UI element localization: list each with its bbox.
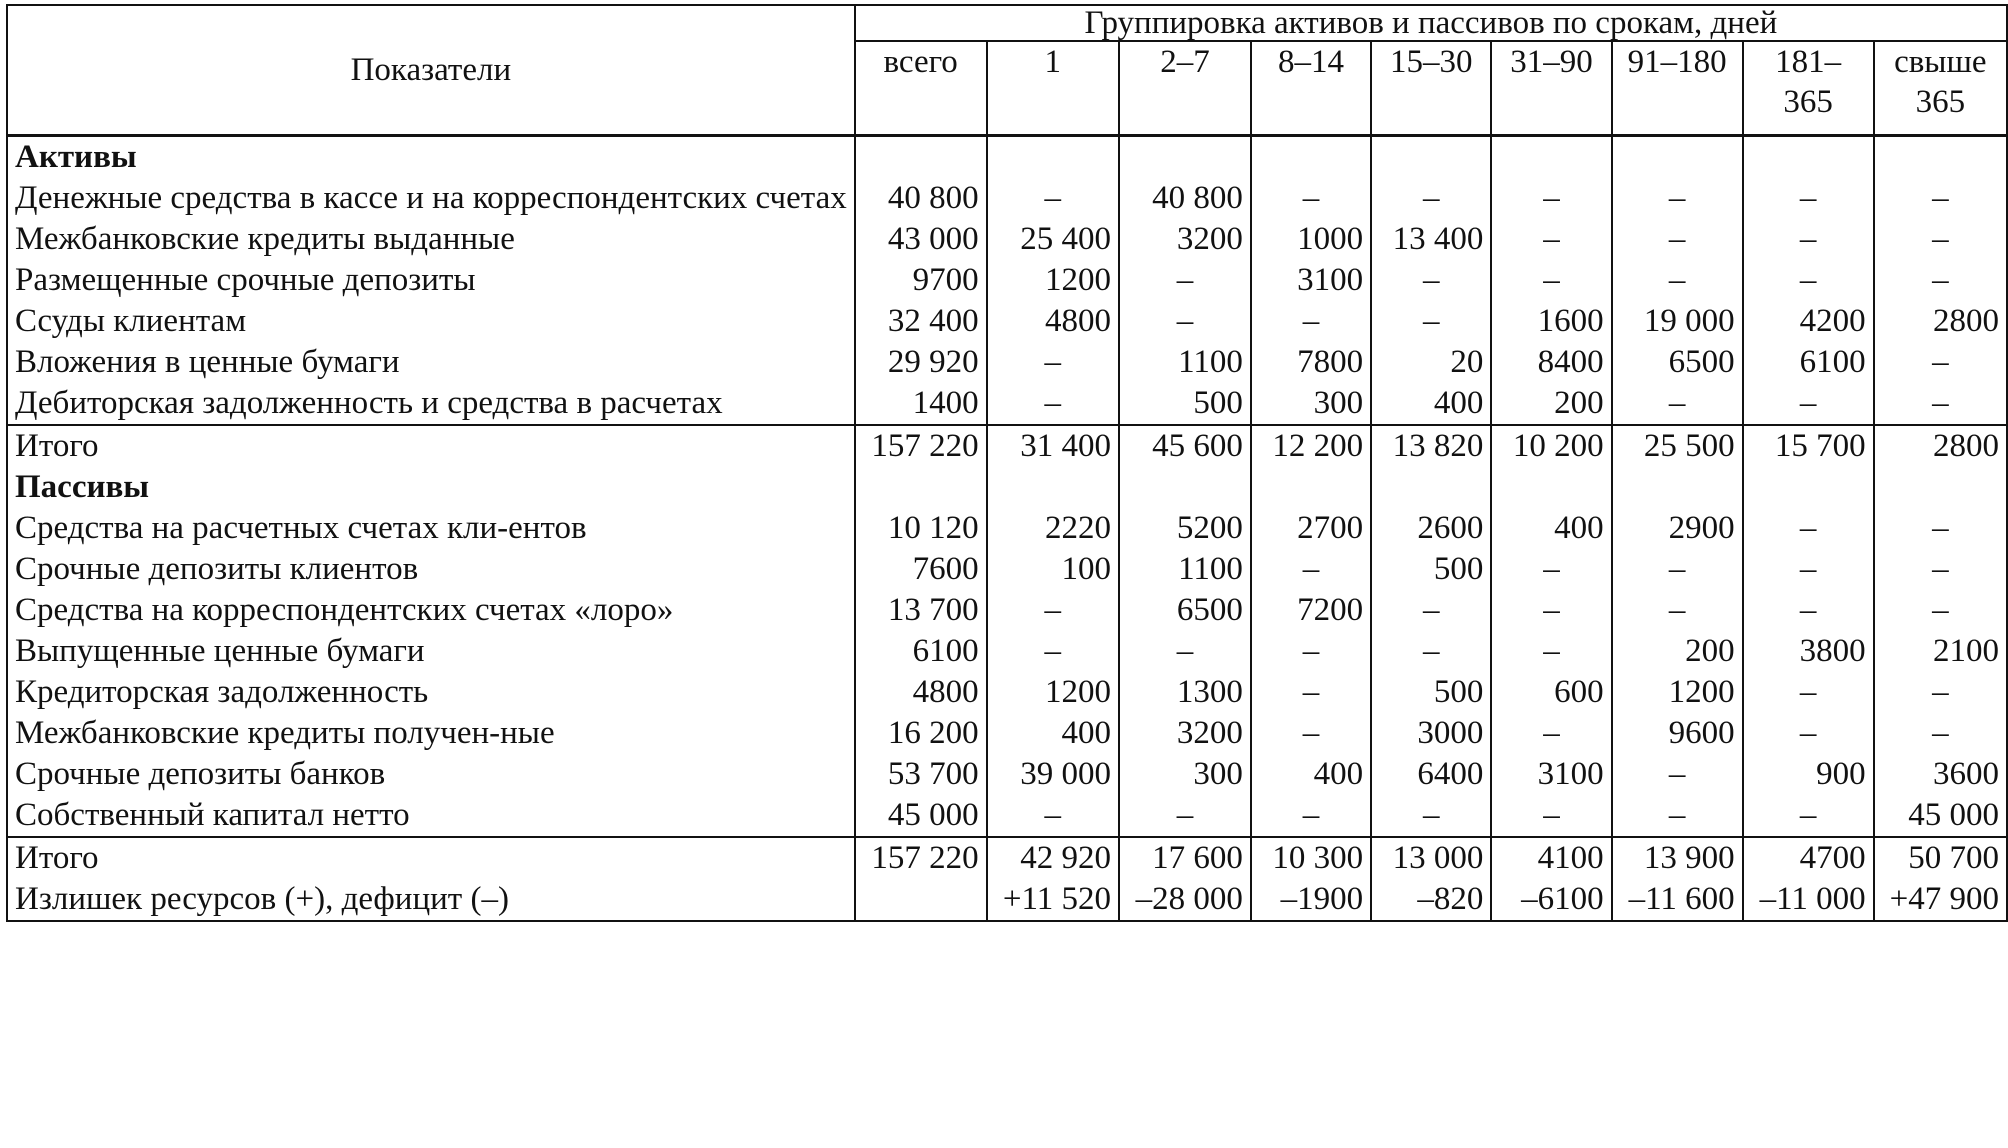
table-cell: 1200 (987, 260, 1119, 301)
table-cell: 1400 (855, 383, 987, 425)
table-cell: 7600 (855, 549, 987, 590)
table-cell: 1600 (1491, 301, 1611, 342)
table-cell: 6500 (1612, 342, 1743, 383)
table-row (7, 383, 2007, 425)
table-cell: – (1251, 795, 1371, 837)
table-cell: 10 120 (855, 508, 987, 549)
table-row (7, 508, 2007, 549)
table-cell: 2900 (1612, 508, 1743, 549)
table-cell: – (1743, 178, 1874, 219)
table-cell: – (1371, 631, 1491, 672)
table-cell: – (1874, 383, 2007, 425)
table-cell: 10 300 (1251, 837, 1371, 879)
table-cell: – (987, 342, 1119, 383)
table-cell: – (987, 178, 1119, 219)
table-cell: – (1251, 631, 1371, 672)
table-cell: –6100 (1491, 879, 1611, 921)
table-wrapper (6, 4, 2008, 922)
table-cell: –28 000 (1119, 879, 1251, 921)
table-cell: – (1491, 549, 1611, 590)
table-cell: 2800 (1874, 425, 2007, 467)
table-cell: – (1874, 672, 2007, 713)
table-row (7, 795, 2007, 837)
row-label: Срочные депозиты банков (7, 754, 855, 795)
table-cell: – (1612, 260, 1743, 301)
section-title: Активы (7, 136, 855, 179)
row-label: Излишек ресурсов (+), дефицит (–) (7, 879, 855, 921)
table-cell: 45 600 (1119, 425, 1251, 467)
table-cell-empty (987, 136, 1119, 179)
table-row (7, 590, 2007, 631)
table-cell: – (1251, 301, 1371, 342)
table-cell-empty (987, 467, 1119, 508)
table-cell: 1200 (987, 672, 1119, 713)
table-cell: – (1491, 631, 1611, 672)
table-cell: 13 700 (855, 590, 987, 631)
table-cell: – (1371, 301, 1491, 342)
table-cell: – (987, 383, 1119, 425)
table-cell-empty (1874, 136, 2007, 179)
table-cell: – (1743, 260, 1874, 301)
row-label: Итого (7, 425, 855, 467)
table-cell: – (1743, 383, 1874, 425)
indicator-header: Показатели (7, 5, 855, 136)
table-cell: 19 000 (1612, 301, 1743, 342)
table-cell: – (1743, 219, 1874, 260)
table-cell: – (1119, 631, 1251, 672)
row-label: Собственный капитал нетто (7, 795, 855, 837)
column-header-2-7: 2–7 (1119, 41, 1251, 136)
table-cell: 2220 (987, 508, 1119, 549)
table-cell: 3100 (1251, 260, 1371, 301)
table-cell: – (1874, 260, 2007, 301)
table-cell: 7800 (1251, 342, 1371, 383)
table-cell: – (1491, 590, 1611, 631)
table-cell: – (1874, 508, 2007, 549)
table-cell: – (1491, 795, 1611, 837)
table-cell: 2600 (1371, 508, 1491, 549)
table-cell: – (1612, 590, 1743, 631)
table-cell: 10 200 (1491, 425, 1611, 467)
table-cell: 4200 (1743, 301, 1874, 342)
table-cell-empty (1743, 136, 1874, 179)
table-row (7, 301, 2007, 342)
row-label: Ссуды клиентам (7, 301, 855, 342)
table-row (7, 178, 2007, 219)
row-label: Денежные средства в кассе и на корреспондентских счетах (7, 178, 855, 219)
table-cell: 4100 (1491, 837, 1611, 879)
table-cell-empty (1119, 136, 1251, 179)
table-cell: 3000 (1371, 713, 1491, 754)
table-cell: 13 900 (1612, 837, 1743, 879)
column-header-total: всего (855, 41, 987, 136)
table-cell: – (1491, 219, 1611, 260)
table-cell: – (1371, 590, 1491, 631)
column-header-181-365: 181–365 (1743, 41, 1874, 136)
table-cell-empty (855, 467, 987, 508)
table-cell: – (1251, 672, 1371, 713)
table-cell: 2100 (1874, 631, 2007, 672)
table-row (7, 631, 2007, 672)
table-cell: 5200 (1119, 508, 1251, 549)
table-cell: 6100 (855, 631, 987, 672)
row-label: Межбанковские кредиты получен-ные (7, 713, 855, 754)
table-cell: 200 (1491, 383, 1611, 425)
table-cell: 1100 (1119, 342, 1251, 383)
row-label: Кредиторская задолженность (7, 672, 855, 713)
table-cell: 8400 (1491, 342, 1611, 383)
table-cell-empty (1371, 467, 1491, 508)
table-cell: 16 200 (855, 713, 987, 754)
table-cell: 42 920 (987, 837, 1119, 879)
row-label: Размещенные срочные депозиты (7, 260, 855, 301)
table-cell: 500 (1119, 383, 1251, 425)
table-cell: 900 (1743, 754, 1874, 795)
column-header-31-90: 31–90 (1491, 41, 1611, 136)
table-cell: 300 (1119, 754, 1251, 795)
group-header: Группировка активов и пассивов по срокам, дней (855, 5, 2007, 41)
section-header-row (7, 467, 2007, 508)
table-cell: – (1874, 342, 2007, 383)
table-cell: – (1612, 178, 1743, 219)
table-row (7, 754, 2007, 795)
table-cell: – (1874, 590, 2007, 631)
table-cell: 400 (1371, 383, 1491, 425)
table-cell: 43 000 (855, 219, 987, 260)
table-cell: 13 000 (1371, 837, 1491, 879)
table-cell: – (1743, 672, 1874, 713)
table-cell: – (1612, 383, 1743, 425)
table-cell: 12 200 (1251, 425, 1371, 467)
table-cell: 25 400 (987, 219, 1119, 260)
table-cell: 400 (1491, 508, 1611, 549)
row-label: Средства на расчетных счетах кли-ентов (7, 508, 855, 549)
table-cell-empty (1371, 136, 1491, 179)
table-cell: – (987, 795, 1119, 837)
table-cell: 500 (1371, 672, 1491, 713)
table-cell: – (1119, 301, 1251, 342)
table-cell: +47 900 (1874, 879, 2007, 921)
table-cell-empty (1612, 136, 1743, 179)
row-label: Выпущенные ценные бумаги (7, 631, 855, 672)
table-cell: 9700 (855, 260, 987, 301)
table-cell: 3200 (1119, 713, 1251, 754)
table-cell: – (1251, 549, 1371, 590)
table-cell: 4800 (855, 672, 987, 713)
table-cell: 100 (987, 549, 1119, 590)
table-cell-empty (1874, 467, 2007, 508)
table-row (7, 342, 2007, 383)
table-cell: – (1371, 260, 1491, 301)
table-cell: 13 820 (1371, 425, 1491, 467)
table-cell: 1100 (1119, 549, 1251, 590)
table-cell: 20 (1371, 342, 1491, 383)
table-cell: – (1371, 178, 1491, 219)
table-cell: –11 600 (1612, 879, 1743, 921)
table-cell: – (1251, 713, 1371, 754)
table-cell: 32 400 (855, 301, 987, 342)
table-cell: 157 220 (855, 425, 987, 467)
table-cell: 25 500 (1612, 425, 1743, 467)
table-cell: 40 800 (1119, 178, 1251, 219)
table-cell: –1900 (1251, 879, 1371, 921)
table-cell: – (1743, 590, 1874, 631)
table-cell-empty (855, 136, 987, 179)
table-cell: 6400 (1371, 754, 1491, 795)
table-cell: 600 (1491, 672, 1611, 713)
table-cell-empty (1251, 467, 1371, 508)
table-cell: – (1251, 178, 1371, 219)
table-cell: 157 220 (855, 837, 987, 879)
section-title: Пассивы (7, 467, 855, 508)
table-cell: 4800 (987, 301, 1119, 342)
table-cell-empty (1743, 467, 1874, 508)
table-cell-empty (1119, 467, 1251, 508)
total-row (7, 837, 2007, 879)
row-label: Межбанковские кредиты выданные (7, 219, 855, 260)
table-cell-empty (1251, 136, 1371, 179)
table-cell: – (1119, 260, 1251, 301)
table-cell: 200 (1612, 631, 1743, 672)
table-cell: – (987, 590, 1119, 631)
table-cell: – (1743, 508, 1874, 549)
row-label: Дебиторская задолженность и средства в расчетах (7, 383, 855, 425)
table-cell: 1000 (1251, 219, 1371, 260)
table-cell: 39 000 (987, 754, 1119, 795)
row-label: Срочные депозиты клиентов (7, 549, 855, 590)
table-cell: 9600 (1612, 713, 1743, 754)
table-cell: – (987, 631, 1119, 672)
table-cell: 53 700 (855, 754, 987, 795)
table-cell: – (1743, 549, 1874, 590)
column-header-91-180: 91–180 (1612, 41, 1743, 136)
table-cell: 400 (1251, 754, 1371, 795)
table-cell: –11 000 (1743, 879, 1874, 921)
table-cell: +11 520 (987, 879, 1119, 921)
table-cell: 500 (1371, 549, 1491, 590)
table-cell: – (1612, 795, 1743, 837)
table-cell: 6500 (1119, 590, 1251, 631)
table-cell: – (1743, 713, 1874, 754)
table-cell-empty (1491, 467, 1611, 508)
total-row (7, 425, 2007, 467)
table-cell: 40 800 (855, 178, 987, 219)
table-row (7, 713, 2007, 754)
table-cell: 45 000 (1874, 795, 2007, 837)
column-header-1: 1 (987, 41, 1119, 136)
column-header-15-30: 15–30 (1371, 41, 1491, 136)
table-cell: 6100 (1743, 342, 1874, 383)
table-body (7, 136, 2007, 922)
column-header-over-365: свыше 365 (1874, 41, 2007, 136)
table-cell: – (1491, 178, 1611, 219)
table-cell: – (1874, 713, 2007, 754)
table-cell: 300 (1251, 383, 1371, 425)
table-cell: – (1491, 713, 1611, 754)
table-row (7, 549, 2007, 590)
section-header-row (7, 136, 2007, 179)
balance-row (7, 879, 2007, 921)
liquidity-table (6, 4, 2008, 922)
table-cell: –820 (1371, 879, 1491, 921)
table-cell: – (1371, 795, 1491, 837)
table-row (7, 260, 2007, 301)
table-row (7, 219, 2007, 260)
table-cell-empty (1491, 136, 1611, 179)
table-cell: – (1612, 549, 1743, 590)
table-cell: 3100 (1491, 754, 1611, 795)
table-cell: 2800 (1874, 301, 2007, 342)
table-cell: 3200 (1119, 219, 1251, 260)
table-cell: – (1612, 754, 1743, 795)
table-cell: – (1612, 219, 1743, 260)
table-cell: 3600 (1874, 754, 2007, 795)
table-cell: 1300 (1119, 672, 1251, 713)
row-label: Вложения в ценные бумаги (7, 342, 855, 383)
table-cell-empty (1612, 467, 1743, 508)
table-cell: 7200 (1251, 590, 1371, 631)
table-cell: 17 600 (1119, 837, 1251, 879)
table-cell: 13 400 (1371, 219, 1491, 260)
table-cell: 3800 (1743, 631, 1874, 672)
table-cell: 45 000 (855, 795, 987, 837)
row-label: Средства на корреспондентских счетах «лоро» (7, 590, 855, 631)
table-cell: – (1874, 219, 2007, 260)
table-cell: – (1874, 549, 2007, 590)
table-cell: 50 700 (1874, 837, 2007, 879)
table-cell: 4700 (1743, 837, 1874, 879)
column-header-8-14: 8–14 (1251, 41, 1371, 136)
table-cell: 31 400 (987, 425, 1119, 467)
table-cell: – (1743, 795, 1874, 837)
table-row (7, 672, 2007, 713)
table-cell: 15 700 (1743, 425, 1874, 467)
row-label: Итого (7, 837, 855, 879)
table-cell: 2700 (1251, 508, 1371, 549)
table-cell: – (1874, 178, 2007, 219)
table-cell (855, 879, 987, 921)
table-cell: 1200 (1612, 672, 1743, 713)
table-cell: 29 920 (855, 342, 987, 383)
table-cell: 400 (987, 713, 1119, 754)
table-cell: – (1491, 260, 1611, 301)
table-cell: – (1119, 795, 1251, 837)
